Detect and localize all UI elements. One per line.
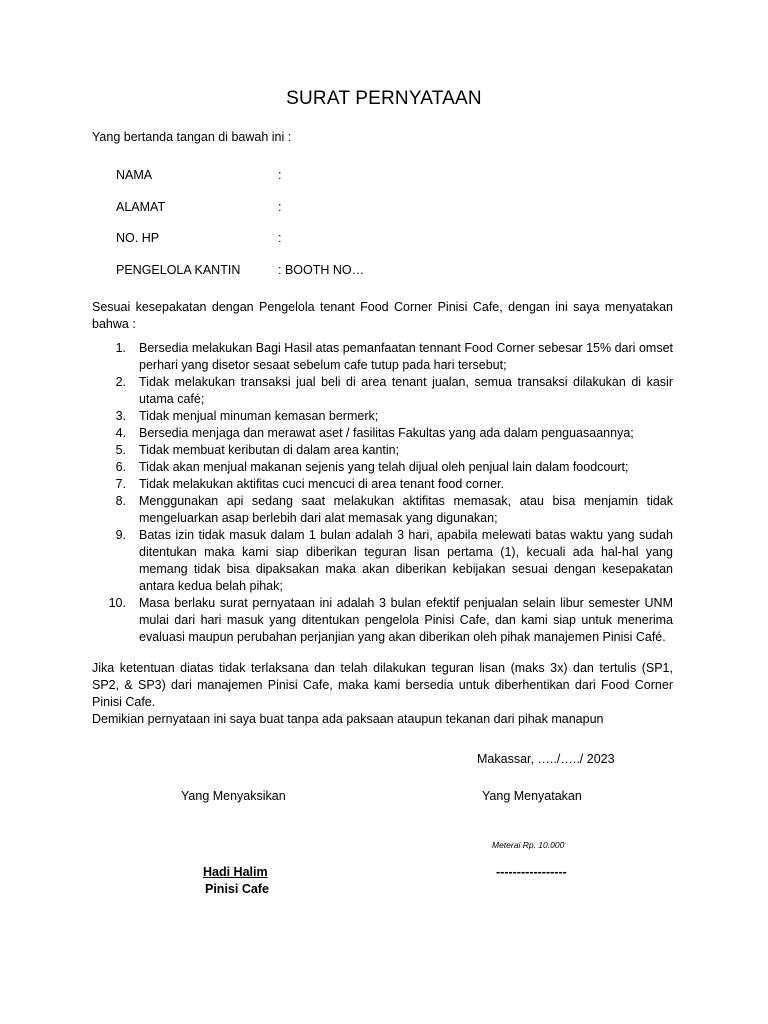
signature-line: ----------------- [496, 865, 567, 879]
term-text: Bersedia melakukan Bagi Hasil atas pemanfaatan tennant Food Corner sebesar 15% dari omset perhari yang disetor sesaat sebelum cafe tutup pada hari tersebut; [139, 341, 673, 372]
stamp-duty-note: Meterai Rp. 10.000 [492, 840, 565, 850]
declarant-label: Yang Menyatakan [482, 789, 582, 803]
terms-list [92, 340, 673, 646]
witness-name: Hadi Halim [203, 865, 268, 879]
field-value: : [278, 231, 282, 245]
list-item [92, 374, 673, 408]
document-title: SURAT PERNYATAAN [286, 88, 482, 109]
term-text: Bersedia menjaga dan merawat aset / fasilitas Fakultas yang ada dalam penguasaannya; [139, 426, 634, 440]
list-item [92, 408, 673, 425]
closing-paragraph: Jika ketentuan diatas tidak terlaksana dan telah dilakukan teguran lisan (maks 3x) dan tertulis (SP1, SP2, & SP3) dari manajemen Pinisi Cafe, maka kami bersedia untuk diberhentikan dari Food Corner Pinisi Cafe. [92, 661, 673, 709]
field-label: PENGELOLA KANTIN [116, 262, 241, 277]
term-number: 8. [115, 494, 126, 508]
term-text: Masa berlaku surat pernyataan ini adalah 3 bulan efektif penjualan selain libur semester UNM mulai dari hari masuk yang ditentukan pengelola Pinisi Cafe, dan kami siap untuk menerima evaluasi maupun perubahan perjanjian yang akan diberikan oleh pihak manajemen Pinisi Café. [139, 596, 673, 644]
list-item [92, 527, 673, 595]
field-value: : [278, 199, 282, 214]
term-text: Tidak melakukan transaksi jual beli di area tenant jualan, semua transaksi dilakukan di kasir utama café; [139, 375, 673, 406]
witness-organization: Pinisi Cafe [205, 882, 269, 896]
term-number: 10. [108, 596, 126, 610]
term-number: 7. [115, 477, 126, 491]
term-text: Tidak akan menjual makanan sejenis yang telah dijual oleh penjual lain dalam foodcourt; [139, 460, 629, 474]
list-item [92, 595, 673, 646]
list-item [92, 340, 673, 374]
place-date: Makassar, …../…../ 2023 [477, 752, 615, 766]
field-value: : BOOTH NO… [278, 262, 365, 277]
term-number: 6. [115, 460, 126, 474]
term-text: Tidak membuat keributan di dalam area kantin; [139, 443, 400, 457]
term-number: 3. [115, 409, 126, 423]
term-number: 2. [115, 375, 126, 389]
term-number: 5. [115, 443, 126, 457]
list-item [92, 459, 673, 476]
list-item [92, 442, 673, 459]
list-item [92, 476, 673, 493]
term-number: 9. [115, 528, 126, 542]
term-text: Menggunakan api sedang saat melakukan aktifitas memasak, atau bisa menjamin tidak mengeluarkan asap berlebih dari alat memasak yang digunakan; [139, 494, 673, 525]
closing-section [92, 660, 673, 728]
witness-label: Yang Menyaksikan [181, 789, 286, 803]
closing-statement: Demikian pernyataan ini saya buat tanpa ada paksaan ataupun tekanan dari pihak manapun [92, 712, 604, 726]
term-text: Batas izin tidak masuk dalam 1 bulan adalah 3 hari, apabila melewati batas waktu yang sudah ditentukan maka kami siap diberikan teguran lisan pertama (1), kecuali ada hal-hal yang memang tidak bisa dipaksakan maka akan diberikan kebijakan sesuai dengan kesepakatan antara kedua belah pihak; [139, 528, 673, 593]
list-item [92, 493, 673, 527]
intro-text: Yang bertanda tangan di bawah ini : [92, 130, 292, 144]
field-label: NAMA [116, 168, 153, 182]
field-label: ALAMAT [116, 199, 166, 214]
term-text: Tidak menjual minuman kemasan bermerk; [139, 409, 379, 423]
agreement-paragraph: Sesuai kesepakatan dengan Pengelola tenant Food Corner Pinisi Cafe, dengan ini saya menyatakan bahwa : [92, 300, 673, 331]
term-text: Tidak melakukan aktifitas cuci mencuci di area tenant food corner. [139, 477, 505, 491]
list-item [92, 425, 673, 442]
term-number: 4. [115, 426, 126, 440]
field-label: NO. HP [116, 231, 160, 245]
field-value: : [278, 168, 282, 182]
term-number: 1. [115, 341, 126, 355]
